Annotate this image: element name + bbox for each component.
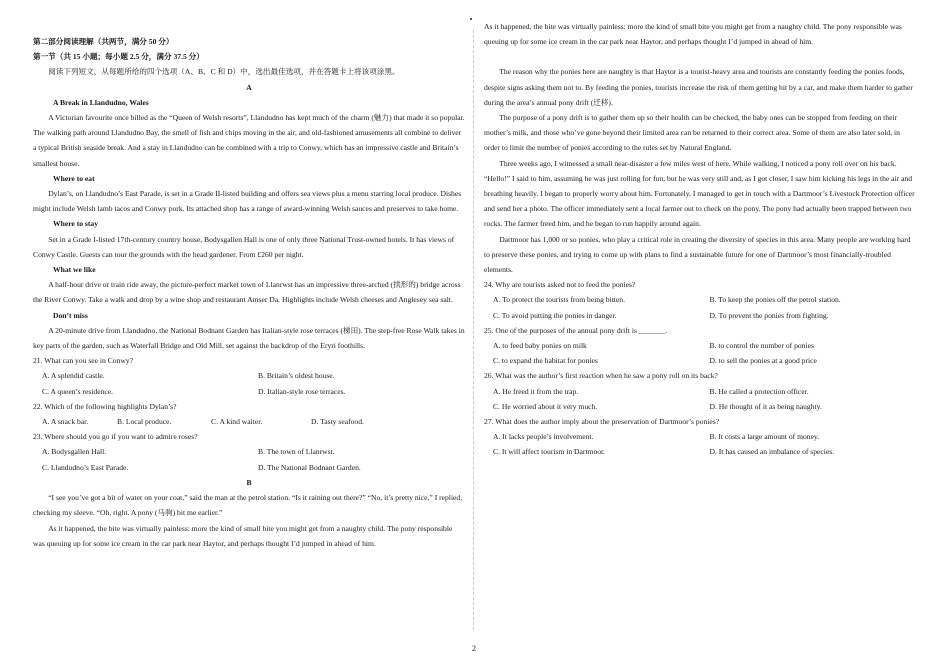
option-a: A. It lacks people’s involvement. (493, 432, 594, 442)
passage-b-paragraph-2-continued (484, 21, 917, 64)
where-to-stay-heading: Where to stay (53, 219, 98, 229)
option-a: A. A splendid castle. (42, 371, 105, 381)
question-27: 27. What does the author imply about the preservation of Dartmoor’s ponies? (484, 417, 720, 427)
where-to-eat-text: Dylan’s, on Llandudno’s East Parade, is set in a Grade II-listed building and offers sea views plus a menu starring local produce. Dishes might include Welsh lamb tacos and Conwy pork. Its attached shop has a range of award-winning Welsh sauces and preserves to take home. (33, 189, 462, 214)
question-22-options (33, 414, 465, 429)
where-to-eat-heading: Where to eat (53, 173, 95, 183)
option-c: C. Llandudno’s East Parade. (42, 462, 129, 472)
dont-miss-heading: Don’t miss (53, 310, 88, 320)
question-24: 24. Why are tourists asked not to feed the ponies? (484, 280, 636, 290)
passage-b-letter: B (246, 477, 252, 487)
passage-a-intro: A Victorian favourite once billed as the “Queen of Welsh resorts”, Llandudno has kept much of the charm (魅力) that made it so popular. The walking path around Llandudno Bay, the smell of fish and chips moving in the air, and old-fashioned amusements all combine to deliver a typical British seaside break. And a stay in Llandudno can be combined with a trip to Conwy, which has an impressive castle and Britain’s smallest house. (33, 113, 465, 168)
question-25-options-row-2 (484, 353, 917, 368)
question-21-options-row-2 (33, 384, 465, 399)
option-b: B. The town of Llanrwst. (258, 447, 335, 457)
question-23-options-row-2 (33, 460, 465, 475)
option-c: C. He worried about it very much. (493, 401, 598, 411)
passage-b-paragraph-4: The purpose of a pony drift is to gather them up so their health can be checked, the baby ones can be stopped from feeding on their mother’s milk, and those who’ve gone beyond their limited area can be returned to their correct area. Some of them are also later sold, in order to limit the number of ponies according to the rules set by Natural England. (484, 113, 900, 153)
option-b: B. He called a protection officer. (709, 386, 809, 396)
left-column (33, 34, 465, 548)
option-c: C. A kind waiter. (211, 417, 263, 427)
option-d: D. To prevent the ponies from fighting. (709, 310, 829, 320)
part-heading: 第二部分阅读理解（共两节，满分 50 分） (33, 37, 174, 46)
question-26-options-row-1 (484, 384, 917, 399)
option-d: D. Tasty seafood. (311, 417, 364, 427)
question-27-options-row-1 (484, 429, 917, 444)
where-to-stay-text: Set in a Grade I-listed 17th-century country house, Bodysgallen Hall is one of only three National Trust-owned hotels. It has views of Conwy Castle. Guests can tour the grounds with the head gardener. From £260 per night. (33, 234, 455, 259)
right-column (484, 21, 917, 460)
option-b: B. to control the number of ponies (709, 341, 814, 351)
question-21: 21. What can you see in Conwy? (33, 356, 134, 366)
option-b: B. Local produce. (117, 417, 172, 427)
question-26-options-row-2 (484, 399, 917, 414)
question-23-options-row-1 (33, 444, 465, 459)
passage-a-title: A Break in Llandudno, Wales (53, 97, 149, 107)
column-divider (473, 30, 474, 630)
section-heading: 第一节（共 15 小题；每小题 2.5 分，满分 37.5 分） (33, 52, 204, 62)
option-a: A. to feed baby ponies on milk (493, 341, 587, 351)
instruction-text: 阅读下列短文，从每题所给的四个选项（A、B、C 和 D）中，选出最佳选项，并在答题卡上将该项涂黑。 (48, 67, 400, 77)
option-d: D. It has caused an imbalance of species. (709, 447, 835, 457)
option-a: A. A snack bar. (42, 417, 89, 427)
option-d: D. to sell the ponies at a good price (709, 356, 817, 366)
option-a: A. Bodysgallen Hall. (42, 447, 107, 457)
option-a: A. To protect the tourists from being bitten. (493, 295, 625, 305)
option-c: C. It will affect tourism in Dartmoor. (493, 447, 606, 457)
option-d: D. He thought of it as being naughty. (709, 401, 822, 411)
option-d: D. The National Bodnant Garden. (258, 462, 361, 472)
page-number: 2 (472, 644, 476, 653)
passage-b-paragraph-2-start: As it happened, the bite was virtually painless: more the kind of small bite you might get from a naughty child. The pony responsible was queuing up for some ice cream in the car park near Haytor, and perhaps thought I’d jumped in ahead of him. (33, 523, 453, 548)
passage-b-paragraph-2-tail: As it happened, the bite was virtually painless: more the kind of small bite you might get from a naughty child. The pony responsible was queuing up for some ice cream in the car park near Haytor, and perhaps thought I’d jumped in ahead of him. (484, 21, 902, 47)
option-b: B. Britain’s oldest house. (258, 371, 335, 381)
what-we-like-heading: What we like (53, 265, 96, 275)
question-24-options-row-2 (484, 308, 917, 323)
passage-b-paragraph-5: Three weeks ago, I witnessed a small near-disaster a few miles west of here. While walking, I noticed a pony roll over on his back. “Hello!” I said to him, assuming he was just rolling for fun, but he was very still and, as I got closer, I saw him kicking his legs in the air and breathing heavily. I began to properly worry about him. Fortunately, I managed to get in touch with a Dartmoor’s Livestock Protection officer and send her a photo. The officer immediately sent a local farmer out to check on the pony. The pony had actually been trapped between two rocks. The farmer freed him, and he began to run happily around again. (484, 158, 915, 229)
question-25-options-row-1 (484, 338, 917, 353)
question-24-options-row-1 (484, 292, 917, 307)
option-c: C. A queen’s residence. (42, 386, 114, 396)
what-we-like-text: A half-hour drive or train ride away, the picture-perfect market town of Llanrwst has an impressive three-arched (拱形的) bridge across the River Conwy. Take a walk and drop by a wine shop and restaurant Amser Da. Highlights include Welsh cheeses and Anglesey sea salt. (33, 280, 461, 305)
passage-b-paragraph-3: The reason why the ponies here are naughty is that Haytor is a tourist-heavy area and tourists are constantly feeding the ponies foods, despite signs asking them not to. By feeding the ponies, tourists increase the risk of them getting hit by a car, and make them harder to gather during the area’s annual pony drift (迁移). (484, 67, 913, 107)
passage-b-paragraph-1: “I see you’ve got a bit of water on your coat,” said the man at the petrol station. “Is it raining out there?” “No, it’s pretty nice,” I replied, checking my sleeve. “Oh, right. A pony (马驹) bit me earlier.” (33, 493, 463, 518)
dont-miss-text: A 20-minute drive from Llandudno, the National Bodnant Garden has Italian-style rose terraces (梯田). The step-free Rose Walk takes in key parts of the garden, such as Waterfall Bridge and Old Mill, set against the backdrop of the Eryri foothills. (33, 325, 465, 351)
option-b: B. To keep the ponies off the petrol station. (709, 295, 841, 305)
question-27-options-row-2 (484, 444, 917, 459)
option-a: A. He freed it from the trap. (493, 386, 579, 396)
question-22: 22. Which of the following highlights Dylan’s? (33, 401, 177, 411)
question-25: 25. One of the purposes of the annual pony drift is _______. (484, 325, 668, 335)
passage-a-letter: A (246, 82, 252, 92)
question-26: 26. What was the author’s first reaction when he saw a pony roll on its back? (484, 371, 718, 381)
option-c: C. to expand the habitat for ponies (493, 356, 598, 366)
option-d: D. Italian-style rose terraces. (258, 386, 346, 396)
question-21-options-row-1 (33, 368, 465, 383)
passage-b-paragraph-6: Dartmoor has 1,000 or so ponies, who play a critical role in creating the diversity of species in this area. Many people are working hard to preserve these ponies, and trying to come up with plans to find a sustainable future for one of Dartmoor’s most financially-troubled elements. (484, 234, 911, 275)
option-c: C. To avoid putting the ponies in danger. (493, 310, 617, 320)
option-b: B. It costs a large amount of money. (709, 432, 820, 442)
question-23: 23. Where should you go if you want to admire roses? (33, 432, 198, 442)
